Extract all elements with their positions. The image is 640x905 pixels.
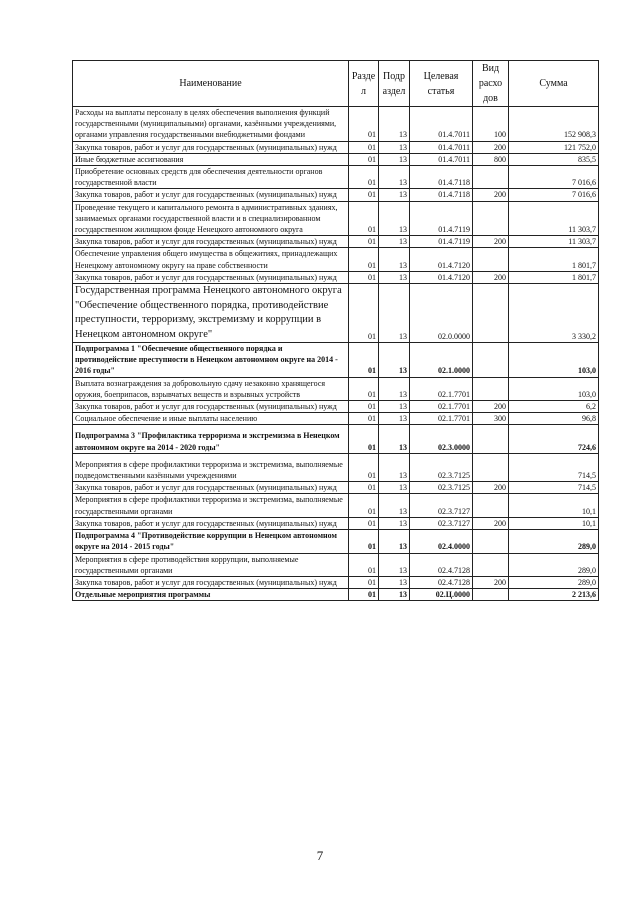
cell-section: 01 <box>349 401 379 413</box>
table-row <box>73 482 599 494</box>
header-subsection: Подр аздел <box>379 61 410 107</box>
budget-table <box>72 60 599 601</box>
cell-name: Обеспечение управления общего имущества в общежитиях, принадлежащих Ненецкому автономному округу на праве собственности <box>73 248 349 271</box>
cell-subsection: 13 <box>379 201 410 236</box>
cell-subsection: 13 <box>379 553 410 576</box>
cell-subsection: 13 <box>379 166 410 189</box>
cell-subsection: 13 <box>379 284 410 343</box>
cell-subsection: 13 <box>379 517 410 529</box>
cell-name: Закупка товаров, работ и услуг для государственных (муниципальных) нужд <box>73 576 349 588</box>
cell-expense-kind <box>473 377 509 400</box>
cell-section: 01 <box>349 576 379 588</box>
cell-target-article: 01.4.7120 <box>410 271 473 283</box>
cell-subsection: 13 <box>379 377 410 400</box>
cell-subsection: 13 <box>379 271 410 283</box>
cell-expense-kind <box>473 494 509 517</box>
header-sum: Сумма <box>509 61 599 107</box>
cell-expense-kind <box>473 248 509 271</box>
cell-sum: 6,2 <box>509 401 599 413</box>
cell-expense-kind <box>473 343 509 378</box>
cell-section: 01 <box>349 553 379 576</box>
table-row <box>73 107 599 142</box>
cell-sum: 3 330,2 <box>509 284 599 343</box>
cell-expense-kind: 200 <box>473 236 509 248</box>
table-row <box>73 401 599 413</box>
table-row <box>73 453 599 481</box>
cell-subsection: 13 <box>379 189 410 201</box>
table-row <box>73 517 599 529</box>
cell-target-article: 02.Ц.0000 <box>410 589 473 601</box>
cell-section: 01 <box>349 153 379 165</box>
cell-section: 01 <box>349 141 379 153</box>
cell-section: 01 <box>349 343 379 378</box>
cell-target-article: 01.4.7119 <box>410 236 473 248</box>
header-expense-kind: Вид расхо дов <box>473 61 509 107</box>
cell-name: Приобретение основных средств для обеспечения деятельности органов государственной власти <box>73 166 349 189</box>
cell-section: 01 <box>349 201 379 236</box>
cell-section: 01 <box>349 453 379 481</box>
cell-target-article: 01.4.7118 <box>410 166 473 189</box>
cell-target-article: 02.3.7125 <box>410 482 473 494</box>
cell-sum: 103,0 <box>509 377 599 400</box>
cell-subsection: 13 <box>379 413 410 425</box>
cell-sum: 714,5 <box>509 482 599 494</box>
cell-name: Закупка товаров, работ и услуг для государственных (муниципальных) нужд <box>73 271 349 283</box>
page-number: 7 <box>316 848 324 863</box>
cell-target-article: 02.1.7701 <box>410 377 473 400</box>
cell-expense-kind: 300 <box>473 413 509 425</box>
table-row <box>73 141 599 153</box>
cell-target-article: 01.4.7120 <box>410 248 473 271</box>
cell-subsection: 13 <box>379 453 410 481</box>
cell-subsection: 13 <box>379 248 410 271</box>
table-row <box>73 425 599 453</box>
cell-expense-kind: 200 <box>473 141 509 153</box>
cell-target-article: 02.1.0000 <box>410 343 473 378</box>
budget-table-sheet <box>72 60 598 601</box>
cell-expense-kind <box>473 553 509 576</box>
table-row <box>73 576 599 588</box>
cell-expense-kind <box>473 530 509 553</box>
table-header-row <box>73 61 599 107</box>
cell-name: Закупка товаров, работ и услуг для государственных (муниципальных) нужд <box>73 401 349 413</box>
cell-expense-kind <box>473 425 509 453</box>
cell-sum: 289,0 <box>509 530 599 553</box>
cell-expense-kind <box>473 453 509 481</box>
cell-subsection: 13 <box>379 153 410 165</box>
table-row <box>73 589 599 601</box>
cell-section: 01 <box>349 189 379 201</box>
cell-subsection: 13 <box>379 141 410 153</box>
table-row <box>73 248 599 271</box>
cell-name: Закупка товаров, работ и услуг для государственных (муниципальных) нужд <box>73 236 349 248</box>
cell-subsection: 13 <box>379 494 410 517</box>
cell-name: Выплата вознаграждения за добровольную сдачу незаконно хранящегося оружия, боеприпасов, взрывчатых веществ и взрывных устройств <box>73 377 349 400</box>
cell-target-article: 02.1.7701 <box>410 401 473 413</box>
cell-sum: 714,5 <box>509 453 599 481</box>
header-target-article: Целевая статья <box>410 61 473 107</box>
cell-section: 01 <box>349 248 379 271</box>
header-name: Наименование <box>73 61 349 107</box>
cell-target-article: 01.4.7118 <box>410 189 473 201</box>
table-row <box>73 413 599 425</box>
cell-target-article: 02.0.0000 <box>410 284 473 343</box>
cell-name: Подпрограмма 3 "Профилактика терроризма и экстремизма в Ненецком автономном округе на 2014 - 2020 годы" <box>73 425 349 453</box>
cell-subsection: 13 <box>379 576 410 588</box>
cell-sum: 11 303,7 <box>509 236 599 248</box>
table-body <box>73 107 599 601</box>
cell-name: Подпрограмма 4 "Противодействие коррупции в Ненецком автономном округе на 2014 - 2015 годы" <box>73 530 349 553</box>
cell-section: 01 <box>349 589 379 601</box>
cell-sum: 10,1 <box>509 517 599 529</box>
cell-name: Мероприятия в сфере противодействия коррупции, выполняемые государственными органами <box>73 553 349 576</box>
cell-sum: 289,0 <box>509 576 599 588</box>
cell-expense-kind: 200 <box>473 401 509 413</box>
cell-sum: 2 213,6 <box>509 589 599 601</box>
cell-sum: 152 908,3 <box>509 107 599 142</box>
cell-target-article: 02.4.7128 <box>410 576 473 588</box>
cell-expense-kind: 100 <box>473 107 509 142</box>
cell-subsection: 13 <box>379 482 410 494</box>
cell-expense-kind <box>473 589 509 601</box>
cell-target-article: 02.3.7127 <box>410 494 473 517</box>
cell-section: 01 <box>349 271 379 283</box>
cell-section: 01 <box>349 107 379 142</box>
cell-subsection: 13 <box>379 589 410 601</box>
cell-section: 01 <box>349 482 379 494</box>
table-row <box>73 271 599 283</box>
cell-sum: 1 801,7 <box>509 248 599 271</box>
cell-sum: 121 752,0 <box>509 141 599 153</box>
cell-expense-kind <box>473 166 509 189</box>
table-row <box>73 530 599 553</box>
cell-target-article: 01.4.7011 <box>410 153 473 165</box>
table-row <box>73 553 599 576</box>
cell-sum: 724,6 <box>509 425 599 453</box>
table-row <box>73 494 599 517</box>
cell-sum: 11 303,7 <box>509 201 599 236</box>
cell-expense-kind: 200 <box>473 189 509 201</box>
cell-expense-kind: 800 <box>473 153 509 165</box>
cell-target-article: 02.1.7701 <box>410 413 473 425</box>
cell-target-article: 02.3.7125 <box>410 453 473 481</box>
cell-sum: 103,0 <box>509 343 599 378</box>
cell-name: Государственная программа Ненецкого автономного округа "Обеспечение общественного порядка, противодействие преступности, терроризму, экстремизму и коррупции в Ненецком автономном округе" <box>73 284 349 343</box>
cell-target-article: 01.4.7011 <box>410 141 473 153</box>
cell-name: Закупка товаров, работ и услуг для государственных (муниципальных) нужд <box>73 482 349 494</box>
cell-expense-kind: 200 <box>473 517 509 529</box>
cell-expense-kind <box>473 201 509 236</box>
table-row <box>73 166 599 189</box>
cell-sum: 10,1 <box>509 494 599 517</box>
cell-expense-kind: 200 <box>473 576 509 588</box>
cell-target-article: 02.3.7127 <box>410 517 473 529</box>
cell-subsection: 13 <box>379 425 410 453</box>
cell-subsection: 13 <box>379 236 410 248</box>
cell-name: Подпрограмма 1 "Обеспечение общественного порядка и противодействие преступности в Ненецком автономном округе на 2014 - 2016 годы" <box>73 343 349 378</box>
cell-sum: 835,5 <box>509 153 599 165</box>
header-section: Разде л <box>349 61 379 107</box>
cell-name: Закупка товаров, работ и услуг для государственных (муниципальных) нужд <box>73 141 349 153</box>
cell-subsection: 13 <box>379 343 410 378</box>
cell-name: Проведение текущего и капитального ремонта в административных зданиях, занимаемых органами государственной власти и в специализированном государственном жилищном фонде Ненецкого автономного округа <box>73 201 349 236</box>
cell-target-article: 01.4.7119 <box>410 201 473 236</box>
cell-name: Мероприятия в сфере профилактики терроризма и экстремизма, выполняемые подведомственными казёнными учреждениями <box>73 453 349 481</box>
cell-target-article: 02.4.7128 <box>410 553 473 576</box>
table-row <box>73 189 599 201</box>
cell-subsection: 13 <box>379 530 410 553</box>
cell-section: 01 <box>349 236 379 248</box>
cell-section: 01 <box>349 517 379 529</box>
cell-subsection: 13 <box>379 401 410 413</box>
cell-name: Социальное обеспечение и иные выплаты населению <box>73 413 349 425</box>
table-row <box>73 153 599 165</box>
cell-section: 01 <box>349 284 379 343</box>
cell-expense-kind: 200 <box>473 271 509 283</box>
table-row <box>73 236 599 248</box>
cell-name: Закупка товаров, работ и услуг для государственных (муниципальных) нужд <box>73 517 349 529</box>
cell-section: 01 <box>349 494 379 517</box>
cell-target-article: 01.4.7011 <box>410 107 473 142</box>
cell-name: Иные бюджетные ассигнования <box>73 153 349 165</box>
cell-sum: 7 016,6 <box>509 189 599 201</box>
cell-sum: 96,8 <box>509 413 599 425</box>
cell-sum: 1 801,7 <box>509 271 599 283</box>
cell-sum: 7 016,6 <box>509 166 599 189</box>
table-row <box>73 343 599 378</box>
cell-name: Мероприятия в сфере профилактики терроризма и экстремизма, выполняемые государственными органами <box>73 494 349 517</box>
cell-target-article: 02.3.0000 <box>410 425 473 453</box>
cell-subsection: 13 <box>379 107 410 142</box>
cell-target-article: 02.4.0000 <box>410 530 473 553</box>
cell-section: 01 <box>349 530 379 553</box>
cell-section: 01 <box>349 377 379 400</box>
cell-name: Расходы на выплаты персоналу в целях обеспечения выполнения функций государственными (муниципальными) органами, казёнными учреждениями, органами управления государственными внебюджетными фондами <box>73 107 349 142</box>
table-row <box>73 201 599 236</box>
cell-section: 01 <box>349 166 379 189</box>
table-row <box>73 284 599 343</box>
cell-name: Закупка товаров, работ и услуг для государственных (муниципальных) нужд <box>73 189 349 201</box>
cell-sum: 289,0 <box>509 553 599 576</box>
cell-name: Отдельные мероприятия программы <box>73 589 349 601</box>
cell-section: 01 <box>349 425 379 453</box>
cell-section: 01 <box>349 413 379 425</box>
table-row <box>73 377 599 400</box>
cell-expense-kind <box>473 284 509 343</box>
cell-expense-kind: 200 <box>473 482 509 494</box>
